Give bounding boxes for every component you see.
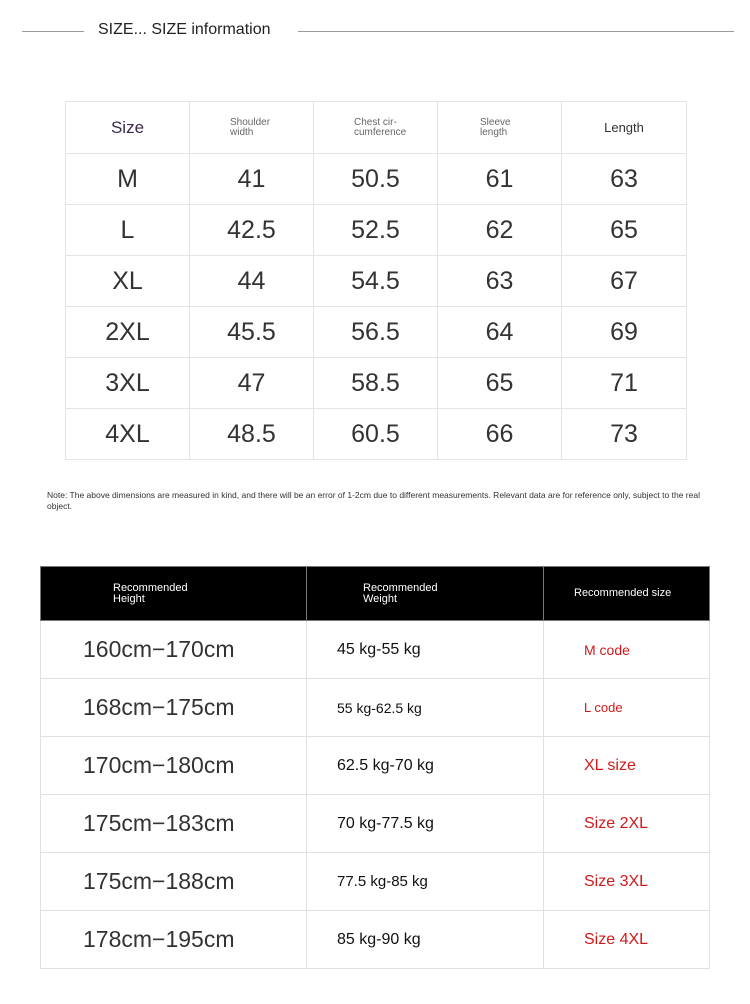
- cell-height: 168cm−175cm: [41, 679, 307, 737]
- cell-length: 73: [562, 409, 687, 460]
- cell-sleeve: 66: [438, 409, 562, 460]
- table-row: [41, 853, 710, 911]
- table-row: [41, 621, 710, 679]
- cell-recommended-size: M code: [544, 621, 710, 679]
- cell-height: 160cm−170cm: [41, 621, 307, 679]
- cell-recommended-size: Size 4XL: [544, 911, 710, 969]
- table-row: [66, 154, 687, 205]
- header-rule-right: [298, 31, 734, 32]
- cell-recommended-size: Size 3XL: [544, 853, 710, 911]
- cell-size: 2XL: [66, 307, 190, 358]
- header-sleeve-line2: length: [480, 126, 508, 138]
- cell-size: XL: [66, 256, 190, 307]
- table-row: [41, 911, 710, 969]
- cell-sleeve: 62: [438, 205, 562, 256]
- cell-recommended-size: XL size: [544, 737, 710, 795]
- page-title: SIZE... SIZE information: [98, 21, 271, 38]
- header-length: Length: [562, 102, 687, 154]
- header-height-line1: Recommended: [113, 581, 188, 594]
- cell-chest: 54.5: [314, 256, 438, 307]
- recommendation-table: [40, 566, 710, 969]
- cell-recommended-size: L code: [544, 679, 710, 737]
- header-rule-left: [22, 31, 84, 32]
- cell-weight: 55 kg-62.5 kg: [307, 679, 544, 737]
- header-weight-line2: Weight: [363, 592, 398, 605]
- cell-length: 71: [562, 358, 687, 409]
- cell-shoulder: 48.5: [190, 409, 314, 460]
- header-chest-line2: cumference: [354, 126, 407, 138]
- cell-size: M: [66, 154, 190, 205]
- header-shoulder-line1: Shoulder: [230, 117, 271, 129]
- cell-length: 65: [562, 205, 687, 256]
- table-row: [66, 205, 687, 256]
- cell-shoulder: 42.5: [190, 205, 314, 256]
- cell-shoulder: 45.5: [190, 307, 314, 358]
- header-shoulder-width: [190, 102, 314, 154]
- section-header: [22, 18, 734, 44]
- cell-length: 69: [562, 307, 687, 358]
- header-sleeve-line1: Sleeve: [480, 117, 511, 129]
- cell-size: 4XL: [66, 409, 190, 460]
- cell-recommended-size: Size 2XL: [544, 795, 710, 853]
- cell-shoulder: 47: [190, 358, 314, 409]
- table-row: [41, 795, 710, 853]
- table-row: [41, 737, 710, 795]
- header-chest-circumference: [314, 102, 438, 154]
- cell-chest: 52.5: [314, 205, 438, 256]
- table-row: [66, 409, 687, 460]
- cell-shoulder: 41: [190, 154, 314, 205]
- cell-weight: 45 kg-55 kg: [307, 621, 544, 679]
- cell-chest: 50.5: [314, 154, 438, 205]
- cell-sleeve: 64: [438, 307, 562, 358]
- table-row: [66, 358, 687, 409]
- header-recommended-height: [41, 567, 307, 621]
- header-sleeve-length: [438, 102, 562, 154]
- table-row: [66, 307, 687, 358]
- header-chest-line1: Chest cir-: [354, 117, 397, 129]
- cell-shoulder: 44: [190, 256, 314, 307]
- cell-weight: 85 kg-90 kg: [307, 911, 544, 969]
- cell-length: 67: [562, 256, 687, 307]
- header-shoulder-line2: width: [230, 126, 254, 138]
- cell-height: 170cm−180cm: [41, 737, 307, 795]
- cell-height: 178cm−195cm: [41, 911, 307, 969]
- header-height-line2: Height: [113, 592, 145, 605]
- size-chart-table: [65, 101, 687, 460]
- header-weight-line1: Recommended: [363, 581, 438, 594]
- cell-sleeve: 65: [438, 358, 562, 409]
- cell-sleeve: 63: [438, 256, 562, 307]
- cell-weight: 77.5 kg-85 kg: [307, 853, 544, 911]
- cell-chest: 58.5: [314, 358, 438, 409]
- cell-length: 63: [562, 154, 687, 205]
- table-row: [66, 256, 687, 307]
- header-size: Size: [66, 102, 190, 154]
- cell-height: 175cm−183cm: [41, 795, 307, 853]
- header-recommended-size: Recommended size: [544, 567, 710, 621]
- table-row: [41, 679, 710, 737]
- size-table-header-row: [66, 102, 687, 154]
- cell-sleeve: 61: [438, 154, 562, 205]
- cell-chest: 60.5: [314, 409, 438, 460]
- measurement-note: Note: The above dimensions are measured in kind, and there will be an error of 1-2cm due to different measurements. Relevant data are for reference only, subject to the real object.: [47, 490, 700, 511]
- cell-height: 175cm−188cm: [41, 853, 307, 911]
- header-recommended-weight: [307, 567, 544, 621]
- cell-size: L: [66, 205, 190, 256]
- recommendation-header-row: [41, 567, 710, 621]
- cell-weight: 62.5 kg-70 kg: [307, 737, 544, 795]
- cell-weight: 70 kg-77.5 kg: [307, 795, 544, 853]
- cell-size: 3XL: [66, 358, 190, 409]
- cell-chest: 56.5: [314, 307, 438, 358]
